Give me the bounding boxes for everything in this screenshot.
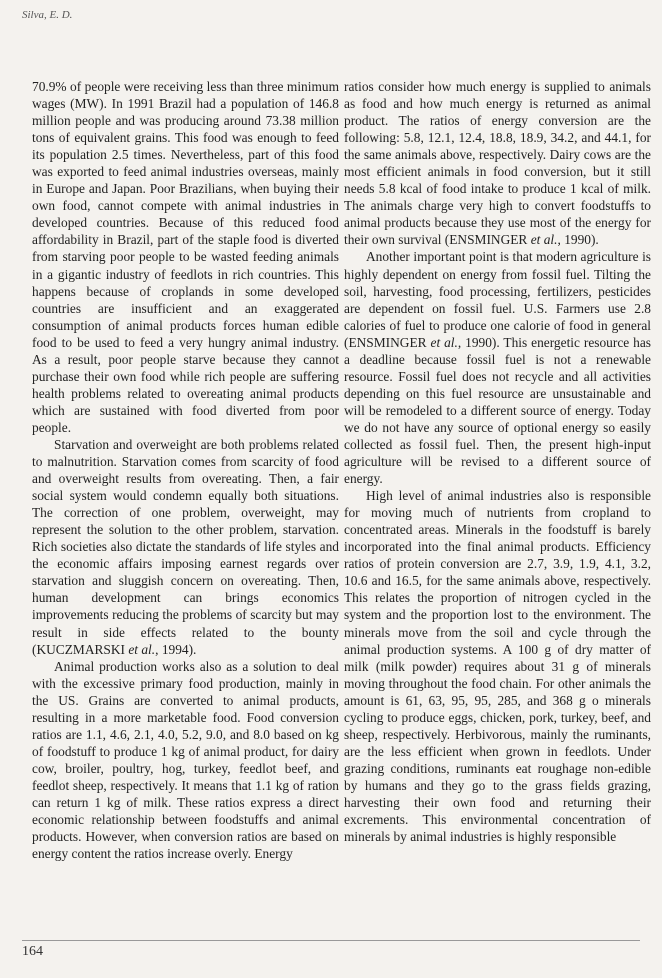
paragraph: High level of animal industries also is responsible for moving much of nutrients from cropland to concentrated areas. Minerals in the foodstuff is barely incorporated into the final animal products. Efficiency ratios of protein conversion are 2.7, 3.9, 1.9, 4.1, 3.2, 10.6 and 16.5, for the same animals above, respectively. This relates the proportion of nitrogen cycled in the system and the proportion lost to the environment. The minerals move from the soil and cycle through the animal production systems. A 100 g of dry matter of milk (milk powder) requires about 31 g of minerals moving throughout the food chain. For other animals the amount is 61, 63, 95, 95, 285, and 368 g o minerals cycling to produce eggs, chicken, pork, turkey, beef, and sheep, respectively. Herbivorous, mainly the ruminants, are the less efficient when grown in feedlots. Under grazing conditions, ruminants eat roughage non-edible by humans and they go to the grass fields grazing, harvesting their own food and returning their excrements. This environmental concentration of minerals by animal industries is highly responsible — [344, 488, 651, 845]
paragraph: Starvation and overweight are both problems related to malnutrition. Starvation comes from scarcity of food and overweight results from overeating. Then, a fair social system would condemn equally both situations. The correction of one problem, overweight, may represent the solution to the other problem, starvation. Rich societies also dictate the standards of life styles and the economic affairs imposing earnest regards over starvation and sluggish concern on overeating. Then, human development can brings economics improvements reducing the problems of scarcity but may result in side effects related to the bounty (KUCZMARSKI et al., 1994). — [32, 436, 339, 657]
paragraph: 70.9% of people were receiving less than three minimum wages (MW). In 1991 Brazil had a population of 146.8 million people and was producing around 73.38 million tons of equivalent grains. This food was enough to feed its population 2.5 times. Nevertheless, part of this food was exported to feed animal industries overseas, mainly in Europe and Japan. Poor Brazilians, when buying their own food, cannot compete with animal industries in developed countries. Because of this reduced food affordability in Brazil, part of the staple food is diverted from starving poor people to be wasted feeding animals in a gigantic industry of feedlots in rich countries. This happens because of croplands in some developed countries are insufficient and an exaggerated consumption of animal products forces human edible food to be used to feed a very hungry animal industry. As a result, poor people starve because they cannot purchase their own food while rich people are suffering health problems related to overeating animal products which are sustained with food diverted from poor people. — [32, 79, 339, 435]
paragraph: Another important point is that modern agriculture is highly dependent on energy from fossil fuel. Tilting the soil, harvesting, food processing, fertilizers, pesticides are dependent on fossil fuel. U.S. Farmers use 2.8 calories of fuel to produce one calorie of food in general (ENSMINGER et al., 1990). This energetic resource has a deadline because fossil fuel is not a renewable resource. Fossil fuel does not recycle and all activities depending on this fuel resource are unsustainable and will be remodeled to a different source of energy. Today we do not have any source of optional energy so easily collected as fossil fuel. Then, the present high-input agriculture will be revised to a different source of energy. — [344, 249, 651, 487]
running-head: Silva, E. D. — [22, 9, 73, 21]
right-column — [344, 78, 651, 845]
left-column — [32, 78, 339, 862]
footer-divider — [22, 940, 640, 941]
paragraph: Animal production works also as a solution to deal with the excessive primary food production, mainly in the US. Grains are converted to animal products, resulting in a more marketable food. Food conversion ratios are 1.1, 4.6, 2.1, 4.0, 5.2, 9.0, and 8.0 based on kg of foodstuff to produce 1 kg of animal product, for dairy cow, broiler, poultry, hog, turkey, feedlot beef, and feedlot sheep, respectively. It means that 1.1 kg of ration can return 1 kg of milk. These ratios express a direct economic relationship between foodstuffs and animal products. However, when conversion ratios are based on energy content the ratios increase overly. Energy — [32, 658, 339, 862]
page-number: 164 — [22, 944, 43, 959]
paragraph: ratios consider how much energy is supplied to animals as food and how much energy is returned as animal product. The ratios of energy conversion are the following: 5.8, 12.1, 12.4, 18.8, 18.9, 34.2, and 44.1, for the same animals above, respectively. Dairy cows are the most efficient animals in food conversion, but it still needs 5.8 kcal of food intake to produce 1 kcal of milk. The animals charge very high to convert foodstuffs to animal products because they use most of the energy for their own survival (ENSMINGER et al., 1990). — [344, 79, 651, 248]
